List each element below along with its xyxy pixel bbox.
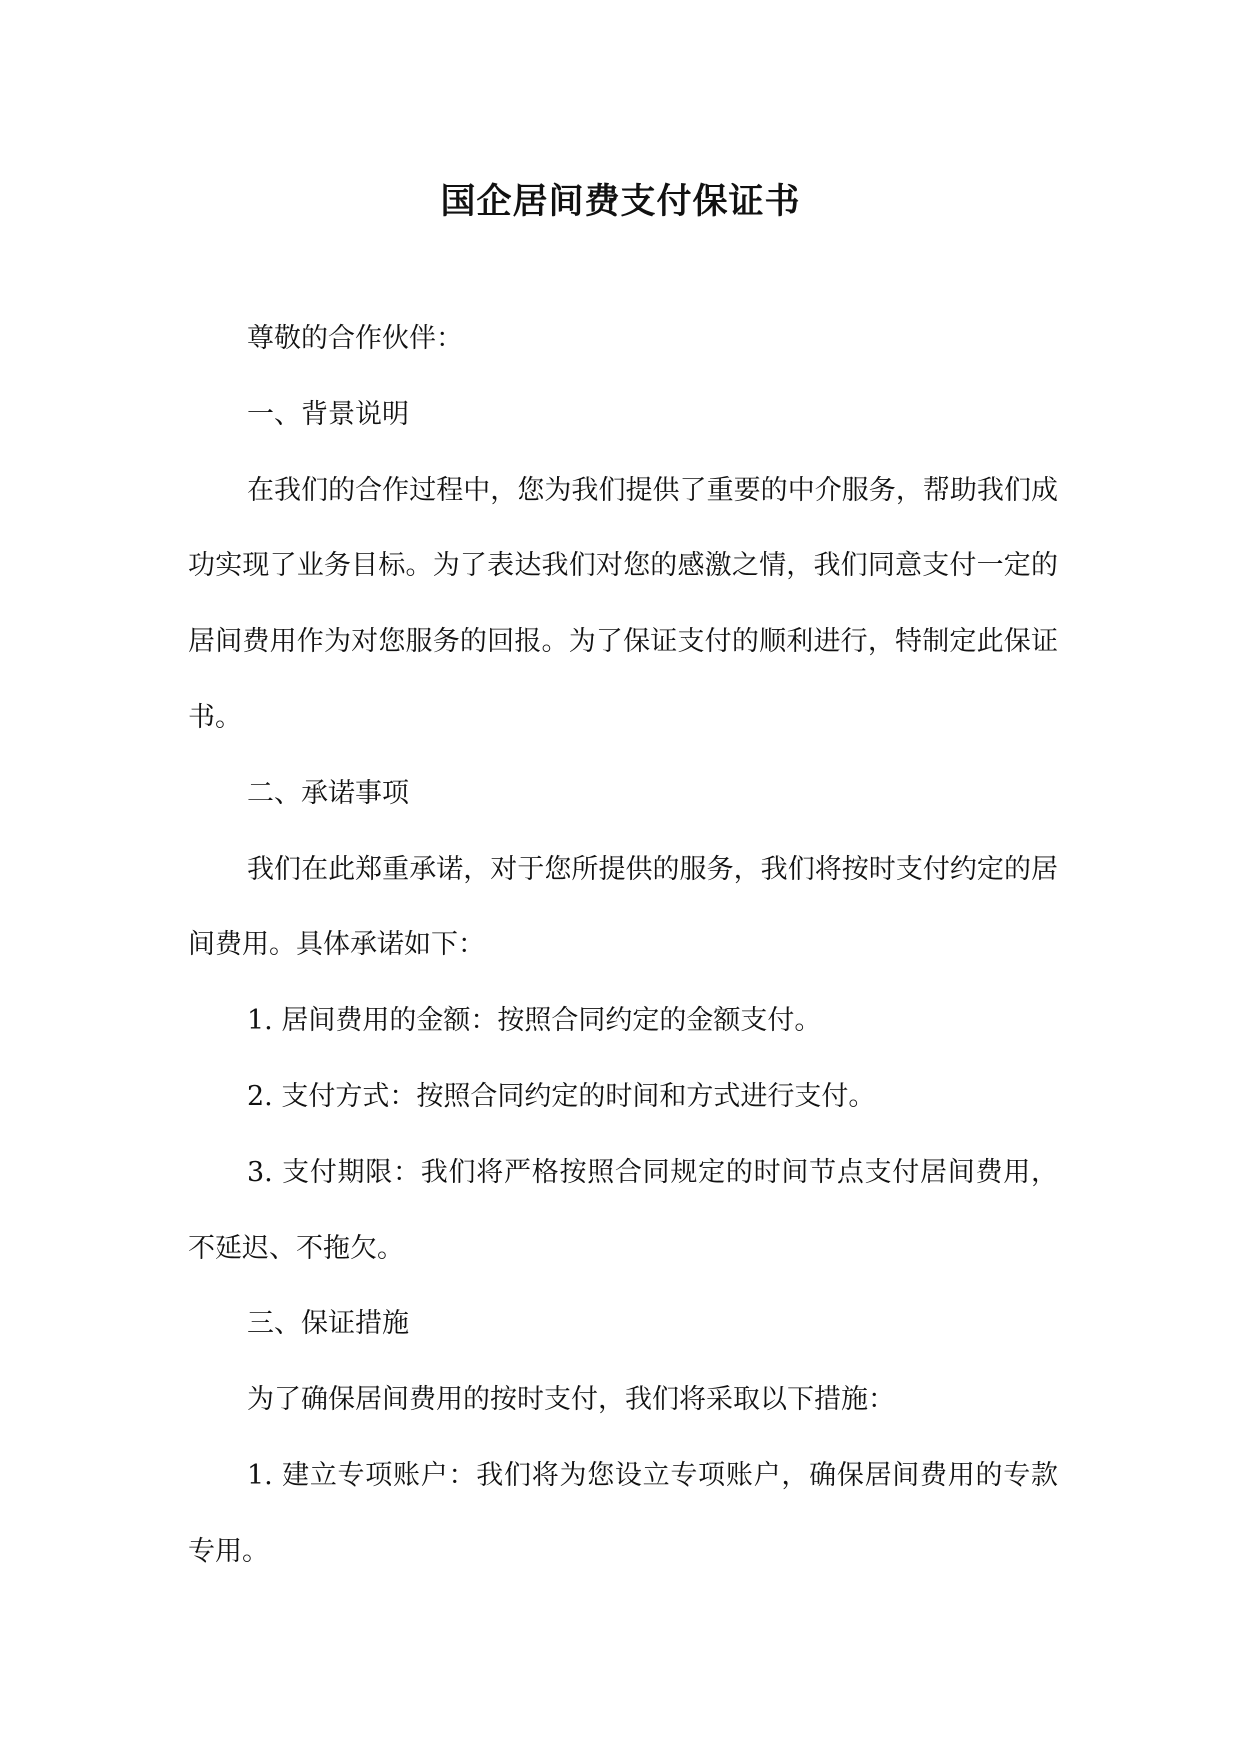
section-heading-commitments: 二、承诺事项 (247, 777, 409, 809)
measures-intro: 为了确保居间费用的按时支付，我们将采取以下措施： (247, 1384, 895, 1416)
commitment-item-3: 3. 支付期限：我们将严格按照合同规定的时间节点支付居间费用，不延迟、不拖欠。 (188, 1156, 1058, 1264)
commitment-item-1: 1. 居间费用的金额：按照合同约定的金额支付。 (247, 1005, 822, 1037)
background-paragraph: 在我们的合作过程中，您为我们提供了重要的中介服务，帮助我们成功实现了业务目标。为了表达我们对您的感激之情，我们同意支付一定的居间费用作为对您服务的回报。为了保证支付的顺利进行，特制定此保证书。 (188, 474, 1058, 733)
commitment-paragraph: 我们在此郑重承诺，对于您所提供的服务，我们将按时支付约定的居间费用。具体承诺如下： (188, 853, 1058, 961)
document-title: 国企居间费支付保证书 (440, 181, 801, 222)
document-body (188, 301, 1058, 1590)
measure-item-1: 1. 建立专项账户：我们将为您设立专项账户，确保居间费用的专款专用。 (188, 1459, 1058, 1567)
section-heading-measures: 三、保证措施 (247, 1308, 409, 1340)
salutation: 尊敬的合作伙伴： (247, 323, 463, 354)
section-heading-background: 一、背景说明 (247, 398, 409, 430)
commitment-item-2: 2. 支付方式：按照合同约定的时间和方式进行支付。 (247, 1080, 876, 1112)
